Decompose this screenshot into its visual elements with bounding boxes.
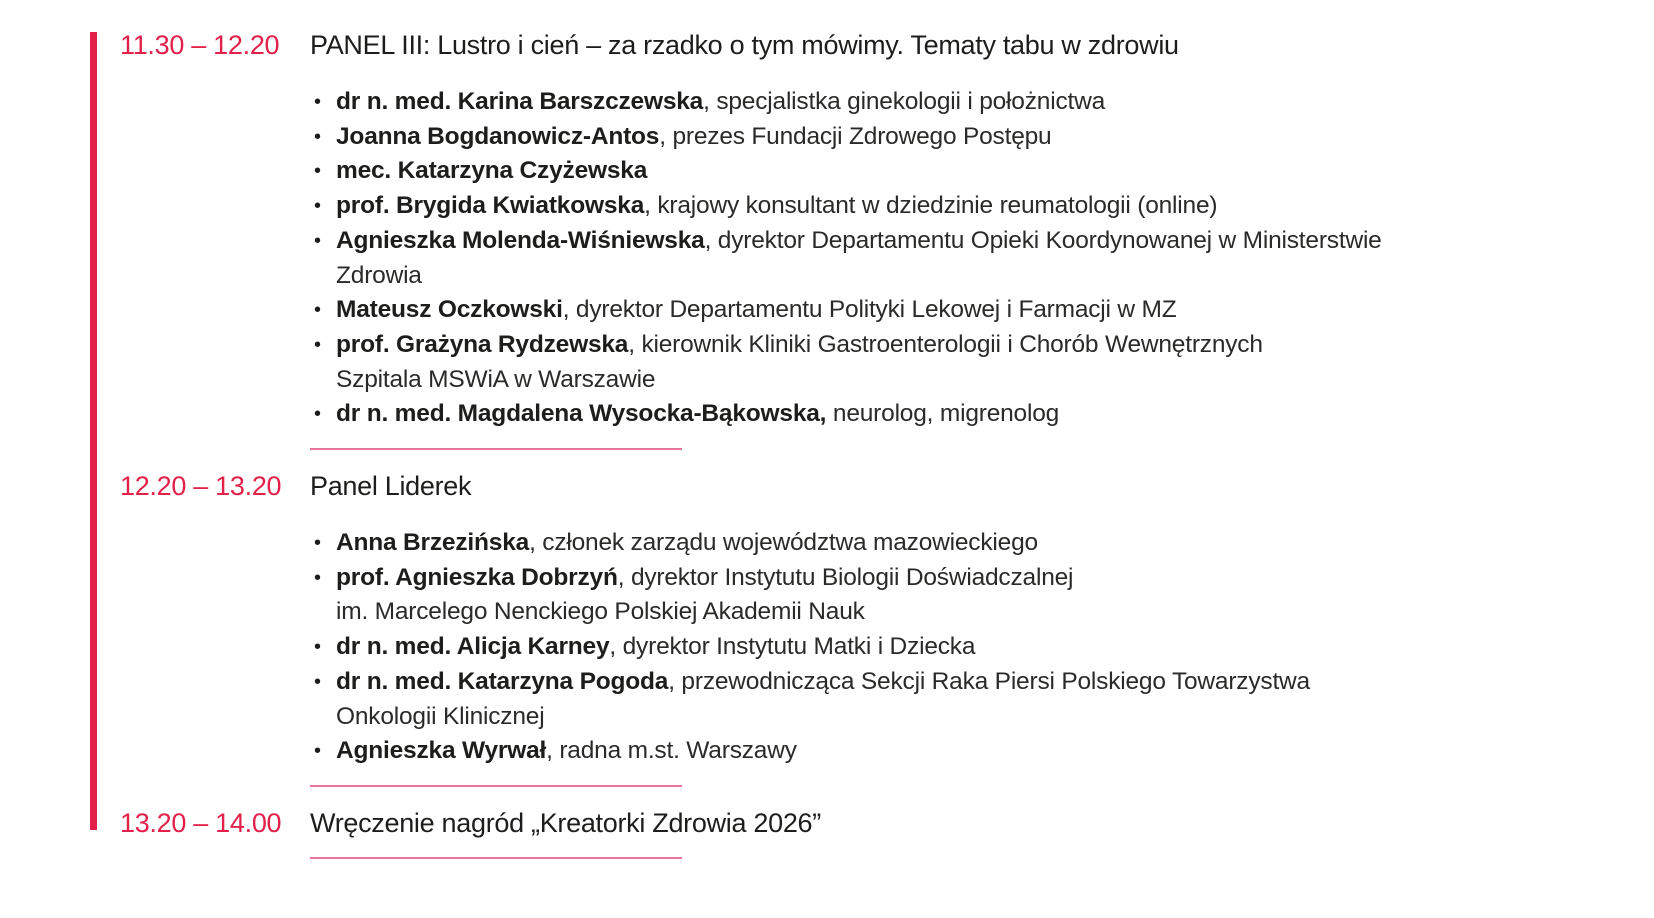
session-title: Panel Liderek [310,471,472,501]
speaker-item [312,224,1382,293]
speaker-item [312,189,1382,224]
speaker-role: , przewodnicząca Sekcji Raka Piersi Polskiego Towarzystwa [668,667,1310,695]
speaker-role: , dyrektor Instytutu Matki i Dziecka [609,633,976,661]
speaker-name: dr n. med. Karina Barszczewska [336,88,704,115]
speaker-list [312,85,1382,432]
bullet-icon: • [314,740,321,763]
speaker-list [312,526,1310,769]
bullet-icon: • [314,195,321,218]
speaker-name: Mateusz Oczkowski [336,296,563,324]
speaker-item [312,526,1310,561]
speaker-name: dr n. med. Alicja Karney [336,633,610,661]
session-time: 12.20 – 13.20 [120,471,282,501]
session-title: PANEL III: Lustro i cień – za rzadko o tym mówimy. Tematy tabu w zdrowiu [310,30,1179,60]
speaker-name: Agnieszka Wyrwał [336,737,547,765]
speaker-item [312,734,1310,769]
speaker-role: , członek zarządu województwa mazowieckiego [529,529,1038,556]
bullet-icon: • [314,91,321,113]
bullet-icon: • [314,532,321,554]
bullet-icon: • [314,160,321,183]
bullet-icon: • [314,229,321,252]
bullet-icon: • [314,670,321,693]
speaker-item [312,328,1382,397]
bullet-icon: • [314,125,321,148]
session-time: 11.30 – 12.20 [120,30,280,60]
speaker-role: , kierownik Kliniki Gastroenterologii i Chorób Wewnętrznych [628,330,1263,358]
speaker-name: prof. Grażyna Rydzewska [336,330,629,358]
speaker-role: Szpitala MSWiA w Warszawie [336,365,656,393]
speaker-item [312,561,1310,630]
speaker-name: Joanna Bogdanowicz-Antos [336,122,660,150]
speaker-item [312,665,1310,734]
speaker-item [312,154,1382,189]
speaker-role: Onkologii Klinicznej [336,702,545,730]
speaker-item [312,630,1310,665]
speaker-item [312,85,1382,120]
speaker-role: im. Marcelego Nenckiego Polskiej Akademii Nauk [336,598,865,626]
bullet-icon: • [314,333,321,356]
speaker-item [312,120,1382,155]
speaker-item [312,397,1382,432]
speaker-name: prof. Agnieszka Dobrzyń [336,563,618,591]
speaker-item [312,293,1382,328]
speaker-role: , prezes Fundacji Zdrowego Postępu [659,122,1052,150]
speaker-role: , krajowy konsultant w dziedzinie reumatologii (online) [644,192,1218,220]
section-divider [310,448,682,450]
speaker-role: , dyrektor Departamentu Polityki Lekowej i Farmacji w MZ [562,296,1177,324]
section-divider [310,785,682,787]
bullet-icon: • [314,566,321,589]
speaker-role: Zdrowia [336,261,422,289]
speaker-role: neurolog, migrenolog [826,400,1060,428]
speaker-role: , radna m.st. Warszawy [546,737,797,765]
bullet-icon: • [314,636,321,659]
bullet-icon: • [314,403,321,426]
speaker-name: mec. Katarzyna Czyżewska [336,157,648,185]
bullet-icon: • [314,299,321,322]
speaker-name: Anna Brzezińska [336,529,530,556]
speaker-name: dr n. med. Katarzyna Pogoda [336,667,669,695]
session-time: 13.20 – 14.00 [120,808,282,838]
accent-bar [90,32,97,830]
section-divider [310,857,682,859]
speaker-role: , dyrektor Departamentu Opieki Koordynowanej w Ministerstwie [704,226,1382,254]
speaker-name: Agnieszka Molenda-Wiśniewska [336,226,705,254]
speaker-name: prof. Brygida Kwiatkowska [336,192,645,220]
speaker-role: , specjalistka ginekologii i położnictwa [703,88,1106,115]
speaker-name: dr n. med. Magdalena Wysocka-Bąkowska, [336,400,827,428]
speaker-role: , dyrektor Instytutu Biologii Doświadczalnej [617,563,1074,591]
session-title: Wręczenie nagród „Kreatorki Zdrowia 2026” [310,808,821,838]
